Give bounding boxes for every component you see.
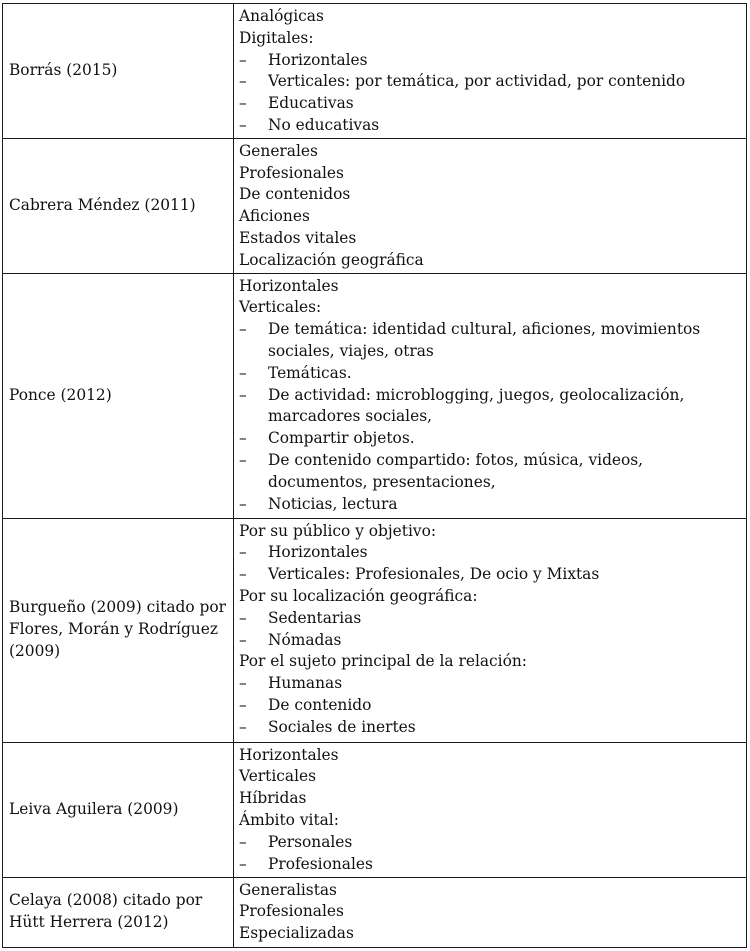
bullet-dash: – (239, 674, 247, 693)
list-item-text: De contenido (268, 695, 372, 714)
list-item-text: Temáticas. (268, 363, 352, 382)
list-item-text: Horizontales (268, 543, 368, 562)
list-item (239, 93, 746, 115)
list-item: Por su público y objetivo: (239, 521, 437, 540)
table-row (3, 138, 747, 273)
list-item: Verticales: (239, 298, 322, 317)
list-item (239, 542, 746, 564)
list-item-text: Horizontales (268, 50, 368, 69)
author-name: Leiva Aguilera (2009) (9, 799, 179, 818)
list-item: Especializadas (239, 924, 354, 943)
bullet-dash: – (239, 115, 247, 134)
author-name: Cabrera Méndez (2011) (9, 195, 196, 214)
author-cell (3, 138, 234, 273)
bullet-dash: – (239, 494, 247, 513)
list-item (239, 854, 746, 876)
list-item-text: De actividad: microblogging, juegos, geolocalización, marcadores sociales, (268, 385, 685, 426)
bullet-dash: – (239, 94, 247, 113)
table-row (3, 4, 747, 139)
table-row (3, 518, 747, 742)
list-item (239, 71, 746, 93)
list-item (239, 319, 746, 363)
list-item: Digitales: (239, 28, 314, 47)
bullet-dash: – (239, 854, 247, 873)
list-item-text: Personales (268, 832, 353, 851)
list-item (239, 564, 746, 586)
list-item-text: De contenido compartido: fotos, música, videos, documentos, presentaciones, (268, 450, 644, 491)
list-item: De contenidos (239, 185, 351, 204)
bullet-dash: – (239, 72, 247, 91)
author-cell (3, 877, 234, 947)
list-item-text: Profesionales (268, 854, 373, 873)
author-name: Ponce (2012) (9, 385, 112, 404)
list-item (239, 494, 746, 516)
list-item: Localización geográfica (239, 250, 424, 269)
list-item: Horizontales (239, 745, 339, 764)
list-item: Generales (239, 141, 318, 160)
list-item-text: Humanas (268, 674, 343, 693)
bullet-dash: – (239, 320, 247, 339)
list-item: Híbridas (239, 789, 307, 808)
list-item-text: Nómadas (268, 630, 342, 649)
classification-cell (234, 742, 747, 877)
author-cell (3, 273, 234, 518)
bullet-dash: – (239, 363, 247, 382)
author-cell (3, 742, 234, 877)
table-row (3, 742, 747, 877)
list-item: Por su localización geográfica: (239, 586, 478, 605)
list-item: Ámbito vital: (239, 810, 339, 829)
bullet-dash: – (239, 630, 247, 649)
author-name: Burgueño (2009) citado por Flores, Morán y Rodríguez (2009) (9, 598, 226, 660)
bullet-dash: – (239, 565, 247, 584)
list-item-text: Sociales de inertes (268, 717, 416, 736)
list-item (239, 673, 746, 695)
classification-cell (234, 877, 747, 947)
list-item (239, 50, 746, 72)
list-item-text: Educativas (268, 94, 354, 113)
list-item-text: No educativas (268, 115, 380, 134)
list-item: Generalistas (239, 880, 337, 899)
list-item-text: Verticales: Profesionales, De ocio y Mixtas (268, 565, 600, 584)
table-row (3, 273, 747, 518)
author-name: Borrás (2015) (9, 60, 118, 79)
list-item: Horizontales (239, 276, 339, 295)
bullet-dash: – (239, 832, 247, 851)
list-item: Por el sujeto principal de la relación: (239, 652, 527, 671)
list-item (239, 695, 746, 717)
list-item-text: Noticias, lectura (268, 494, 398, 513)
list-item (239, 832, 746, 854)
table-row (3, 877, 747, 947)
list-item: Profesionales (239, 902, 344, 921)
list-item (239, 608, 746, 630)
list-item: Profesionales (239, 163, 344, 182)
bullet-dash: – (239, 608, 247, 627)
list-item-text: De temática: identidad cultural, aficiones, movimientos sociales, viajes, otras (268, 320, 701, 360)
list-item (239, 428, 746, 450)
classification-cell (234, 518, 747, 742)
list-item (239, 363, 746, 385)
author-cell (3, 518, 234, 742)
bullet-dash: – (239, 695, 247, 714)
list-item (239, 630, 746, 652)
list-item: Analógicas (239, 7, 324, 25)
bullet-dash: – (239, 717, 247, 736)
list-item (239, 450, 746, 494)
bullet-dash: – (239, 50, 247, 69)
classification-table (2, 3, 747, 948)
bullet-dash: – (239, 450, 247, 469)
list-item: Verticales (239, 767, 316, 786)
list-item (239, 385, 746, 429)
table-body (3, 4, 747, 948)
list-item-text: Compartir objetos. (268, 429, 415, 448)
list-item-text: Verticales: por temática, por actividad, por contenido (268, 72, 686, 91)
list-item (239, 717, 746, 739)
bullet-dash: – (239, 385, 247, 404)
classification-cell (234, 4, 747, 139)
list-item-text: Sedentarias (268, 608, 362, 627)
author-name: Celaya (2008) citado por Hütt Herrera (2012) (9, 891, 203, 932)
author-cell (3, 4, 234, 139)
list-item (239, 115, 746, 137)
bullet-dash: – (239, 429, 247, 448)
bullet-dash: – (239, 543, 247, 562)
list-item: Aficiones (239, 207, 310, 226)
classification-cell (234, 138, 747, 273)
classification-cell (234, 273, 747, 518)
list-item: Estados vitales (239, 228, 357, 247)
